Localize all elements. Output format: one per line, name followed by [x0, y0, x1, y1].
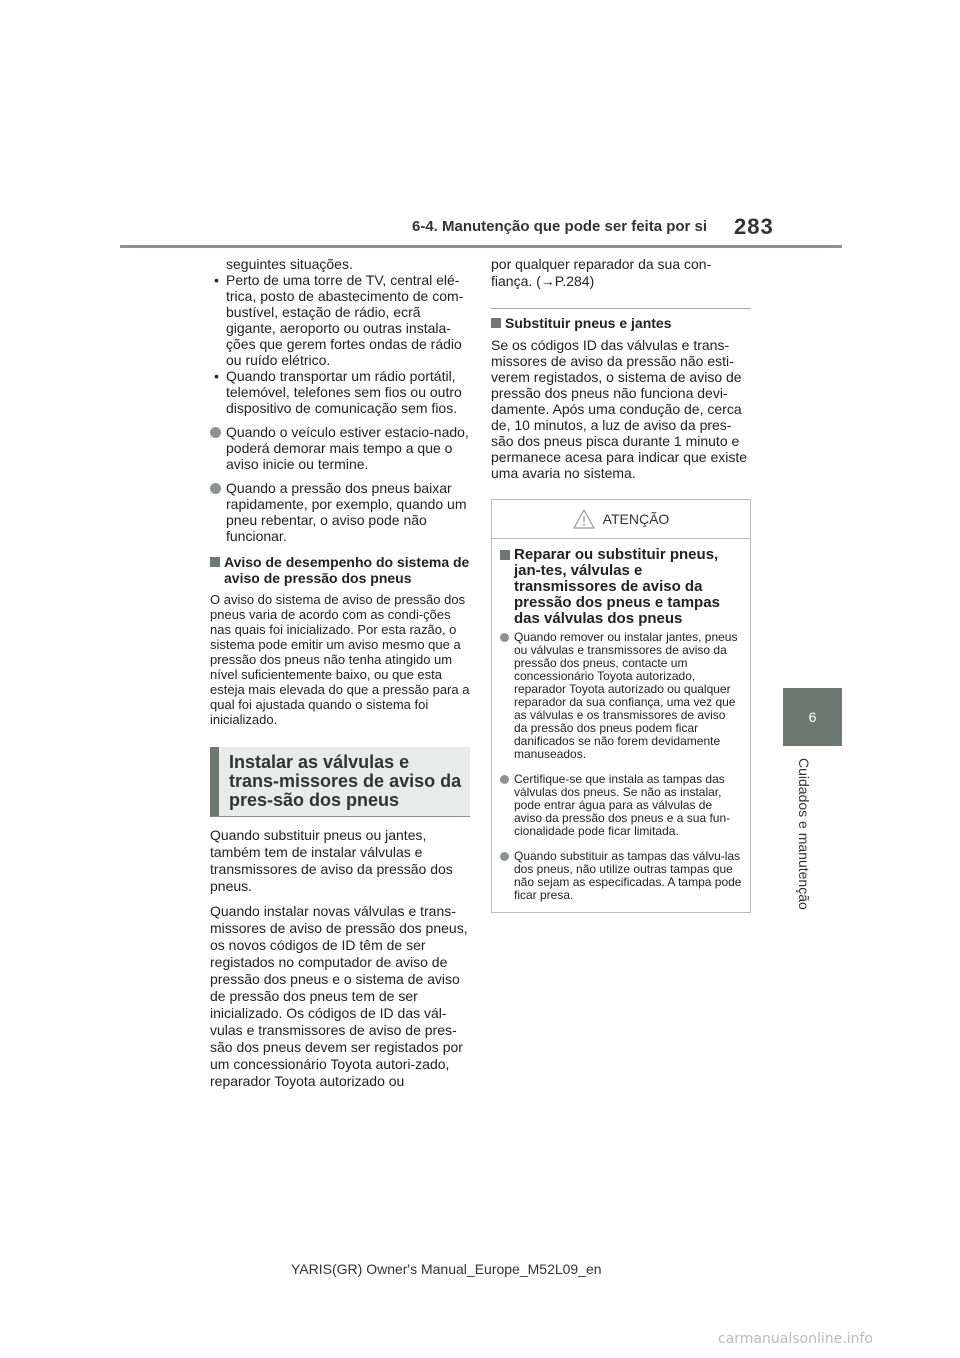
dash-bullet-icon: •: [214, 368, 219, 384]
warning-item-text: Quando remover ou instalar jantes, pneus ou válvulas e transmissores de aviso da pressão dos pneus, contacte um concessionário Toyota autorizado, reparador Toyota autorizado ou qualquer reparador da sua confiança, uma vez que as válvulas e os transmissores de aviso da pressão dos pneus podem ficar danificados se não forem devidamente manuseados.: [514, 630, 738, 761]
circle-item-text: Quando o veículo estiver estacio-nado, poderá demorar mais tempo a que o aviso inicie ou termine.: [226, 424, 469, 472]
performance-text: O aviso do sistema de aviso de pressão dos pneus varia de acordo com as condi-ções nas quais foi inicializado. Por esta razão, o sistema pode emitir um aviso mesmo que a pressão dos pneus não tenha atingido um nível suficientemente baixo, ou que esta esteja mais elevada do que a pressão para a qual foi ajustada quando o sistema foi inicializado.: [210, 592, 470, 727]
square-bullet-icon: [491, 318, 501, 328]
paragraph-1: Quando substituir pneus ou jantes, também tem de instalar válvulas e transmissores de aviso da pressão dos pneus.: [210, 827, 453, 894]
watermark[interactable]: carmanualsonline.info: [718, 1331, 873, 1347]
header-divider: [120, 245, 842, 248]
subheading-text: Substituir pneus e jantes: [505, 315, 672, 331]
circle-bullet-icon: [210, 483, 221, 494]
continuation-text: por qualquer reparador da sua con-fiança. (→P.284): [491, 256, 712, 289]
square-bullet-icon: [210, 557, 220, 567]
right-column: [491, 256, 751, 913]
dash-item: [210, 368, 470, 416]
warning-title: [500, 547, 742, 627]
warning-item-text: Certifique-se que instala as tampas das válvulas dos pneus. Se não as instalar, pode entrar água para as válvulas de aviso da pressão dos pneus e a sua fun-cionalidade pode ficar limitada.: [514, 772, 731, 838]
replace-text: Se os códigos ID das válvulas e trans-missores de aviso da pressão não esti-verem registados, o sistema de aviso de pressão dos pneus não funciona devi-damente. Após uma condução de, cerca de, 10 minutos, a luz de aviso da pres-são dos pneus pisca durante 1 minuto e permanece acesa para indicar que existe uma avaria no sistema.: [491, 337, 748, 481]
dash-item-text: Perto de uma torre de TV, central elé-trica, posto de abastecimento de com-bustível, estação de rádio, ecrã gigante, aeroporto ou outras instala-ções que gerem fortes ondas de rádio ou ruído elétrico.: [226, 272, 464, 368]
circle-item: [210, 480, 470, 544]
warning-header: [500, 506, 742, 532]
circle-bullet-icon: [210, 427, 221, 438]
dash-item: [210, 272, 470, 368]
left-column: [210, 256, 470, 1090]
footer-manual-id: YARIS(GR) Owner's Manual_Europe_M52L09_en: [291, 1261, 602, 1277]
circle-item: [210, 424, 470, 472]
warning-item: [500, 631, 742, 761]
paragraph-2: Quando instalar novas válvulas e trans-missores de aviso de pressão dos pneus, os novos códigos de ID têm de ser registados no computador de aviso de pressão dos pneus e o sistema de aviso de pressão dos pneus tem de ser inicializado. Os códigos de ID das vál-vulas e transmissores de aviso de pres-são dos pneus devem ser registados por um concessionário Toyota autori-zado, reparador Toyota autorizado ou: [210, 903, 468, 1089]
chapter-tab[interactable]: [783, 688, 842, 746]
chapter-number: 6: [808, 709, 817, 725]
dash-bullet-icon: •: [214, 272, 219, 288]
circle-bullet-icon: [500, 775, 509, 784]
warning-title-text: Reparar ou substituir pneus, jan-tes, válvulas e transmissores de aviso da pressão dos pneus e tampas das válvulas dos pneus: [514, 546, 720, 627]
right-divider: [491, 308, 751, 309]
chapter-label: Cuidados e manutenção: [796, 758, 812, 910]
section-header-title: 6-4. Manutenção que pode ser feita por si: [412, 218, 708, 235]
warning-label: ATENÇÃO: [602, 511, 670, 527]
warning-divider: [492, 538, 750, 539]
warning-triangle-icon: [573, 509, 595, 529]
circle-bullet-icon: [500, 633, 509, 642]
intro-text: seguintes situações.: [226, 256, 353, 272]
subheading-text: Aviso de desempenho do sistema de aviso de pressão dos pneus: [224, 554, 470, 586]
warning-item: [500, 773, 742, 838]
subheading-replace: [491, 315, 751, 331]
circle-bullet-icon: [500, 852, 509, 861]
warning-item: [500, 850, 742, 902]
dash-item-text: Quando transportar um rádio portátil, telemóvel, telefones sem fios ou outro dispositivo de comunicação sem fios.: [226, 368, 462, 416]
warning-box: [491, 499, 751, 913]
circle-item-text: Quando a pressão dos pneus baixar rapidamente, por exemplo, quando um pneu rebentar, o aviso pode não funcionar.: [226, 480, 467, 544]
subheading-performance: [210, 554, 470, 586]
warning-item-text: Quando substituir as tampas das válvu-las dos pneus, não utilize outras tampas que não sejam as especificadas. A tampa pode ficar presa.: [514, 849, 742, 902]
square-bullet-icon: [500, 550, 510, 560]
page-number: 283: [734, 214, 774, 239]
section-heading: Instalar as válvulas e trans-missores de aviso da pres-são dos pneus: [210, 747, 470, 817]
